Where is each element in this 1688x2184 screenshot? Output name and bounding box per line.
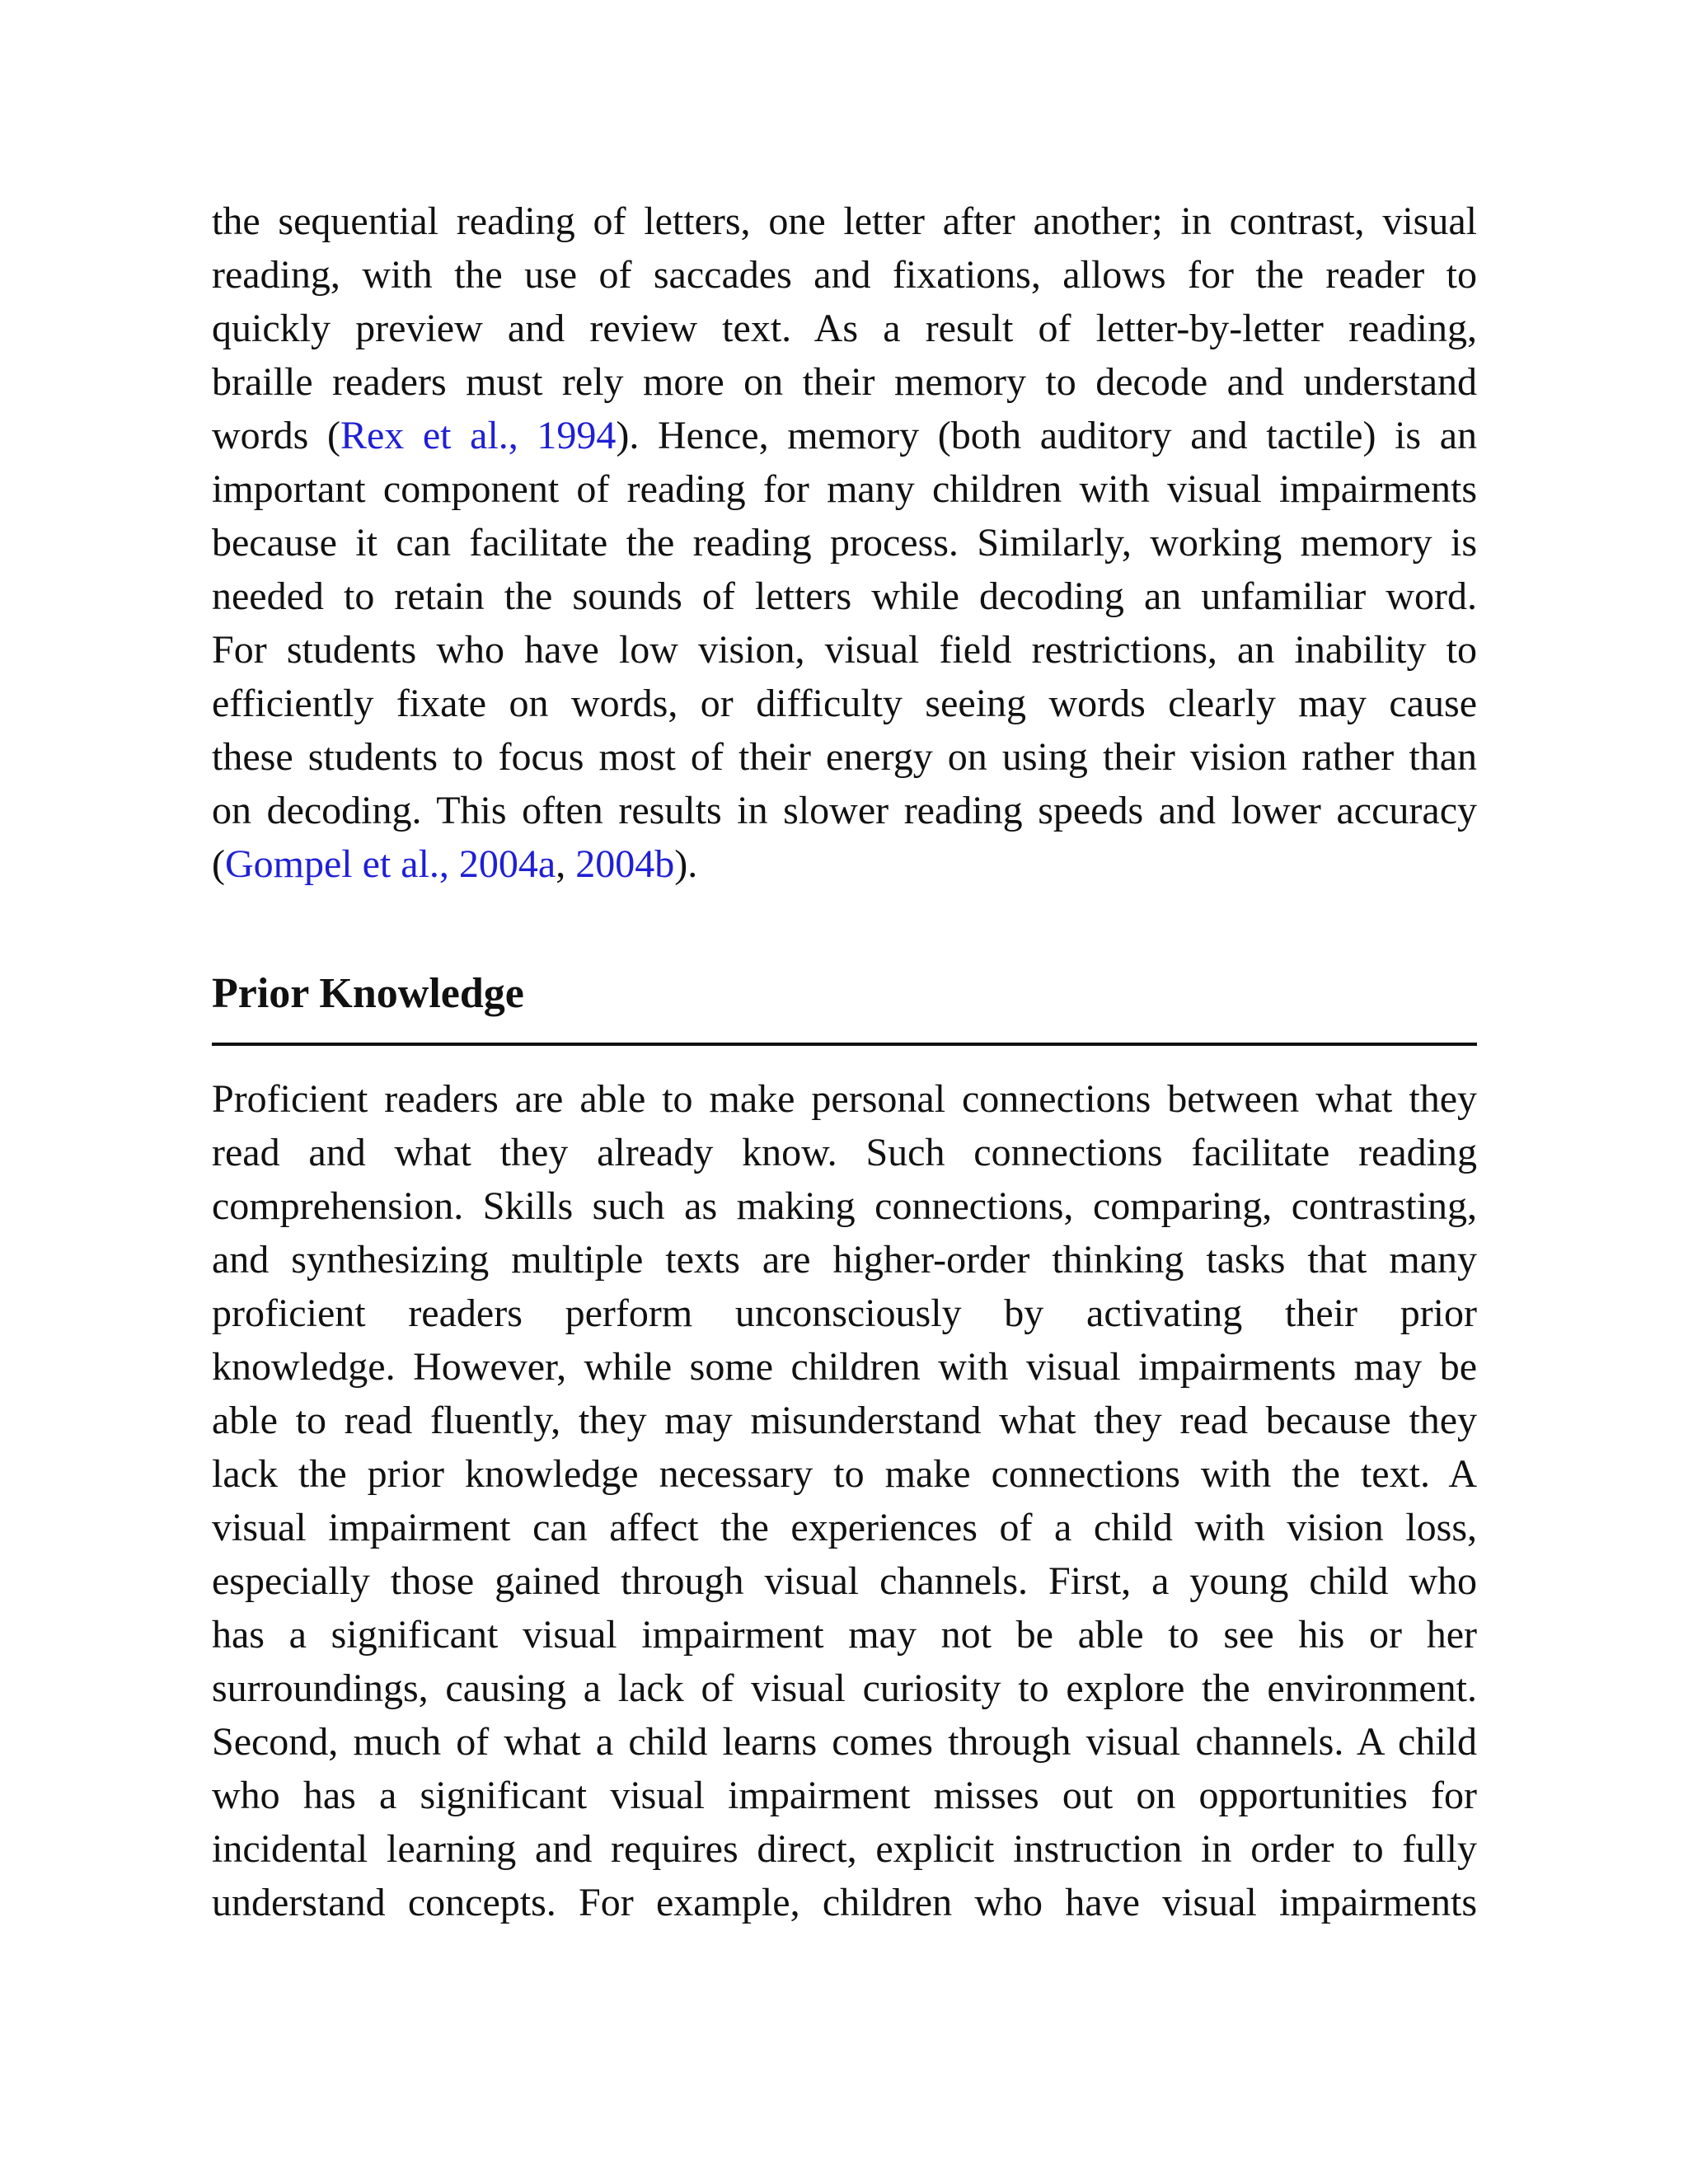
text-line: visual impairment can affect the experiences of a child with vision loss, (212, 1506, 1477, 1549)
text-line: because it can facilitate the reading process. Similarly, working memory is (212, 521, 1477, 565)
text-line: For students who have low vision, visual field restrictions, an inability to (212, 628, 1477, 672)
text-line: surroundings, causing a lack of visual curiosity to explore the environment. (212, 1666, 1477, 1710)
citation-link-gompel-2004a[interactable]: Gompel et al., 2004a (224, 842, 556, 886)
text-segment: words ( (212, 414, 340, 457)
text-line: who has a significant visual impairment misses out on opportunities for (212, 1774, 1477, 1817)
text-line: has a significant visual impairment may not be able to see his or her (212, 1613, 1477, 1657)
text-line-with-citation (212, 409, 1477, 462)
text-segment: ( (212, 842, 225, 886)
citation-link-gompel-2004b[interactable]: 2004b (575, 842, 675, 886)
text-line: especially those gained through visual channels. First, a young child who (212, 1559, 1477, 1603)
text-line: braille readers must rely more on their memory to decode and understand (212, 360, 1477, 404)
text-line: Second, much of what a child learns comes through visual channels. A child (212, 1720, 1477, 1764)
text-line: reading, with the use of saccades and fixations, allows for the reader to (212, 253, 1477, 297)
text-line: and synthesizing multiple texts are higher-order thinking tasks that many (212, 1238, 1477, 1282)
text-segment: , (556, 842, 576, 886)
text-line-with-citation (212, 837, 1477, 891)
text-line: comprehension. Skills such as making connections, comparing, contrasting, (212, 1184, 1477, 1228)
text-line: incidental learning and requires direct, explicit instruction in order to fully (212, 1827, 1477, 1871)
text-line: needed to retain the sounds of letters while decoding an unfamiliar word. (212, 574, 1477, 618)
text-line: Proficient readers are able to make personal connections between what they (212, 1077, 1477, 1121)
text-line: on decoding. This often results in slower reading speeds and lower accuracy (212, 789, 1477, 832)
text-line: read and what they already know. Such connections facilitate reading (212, 1131, 1477, 1174)
heading-divider (212, 1043, 1477, 1046)
text-line: lack the prior knowledge necessary to make connections with the text. A (212, 1452, 1477, 1496)
text-line: able to read fluently, they may misunderstand what they read because they (212, 1399, 1477, 1442)
paragraph-visual-reading (212, 194, 1477, 891)
paragraph-prior-knowledge (212, 1072, 1477, 1929)
text-line: efficiently fixate on words, or difficulty seeing words clearly may cause (212, 682, 1477, 725)
citation-link-rex-1994[interactable]: Rex et al., 1994 (340, 414, 617, 457)
text-segment: ). Hence, memory (both auditory and tactile) is an (616, 414, 1477, 457)
text-line: proficient readers perform unconsciously by activating their prior (212, 1291, 1477, 1335)
text-line: quickly preview and review text. As a result of letter-by-letter reading, (212, 307, 1477, 350)
text-line: knowledge. However, while some children with visual impairments may be (212, 1345, 1477, 1389)
text-line: important component of reading for many children with visual impairments (212, 467, 1477, 511)
text-segment: ). (674, 842, 698, 886)
text-line: these students to focus most of their energy on using their vision rather than (212, 735, 1477, 779)
text-line: the sequential reading of letters, one letter after another; in contrast, visual (212, 199, 1477, 243)
text-line: understand concepts. For example, children who have visual impairments (212, 1881, 1477, 1924)
section-heading: Prior Knowledge (212, 970, 524, 1017)
